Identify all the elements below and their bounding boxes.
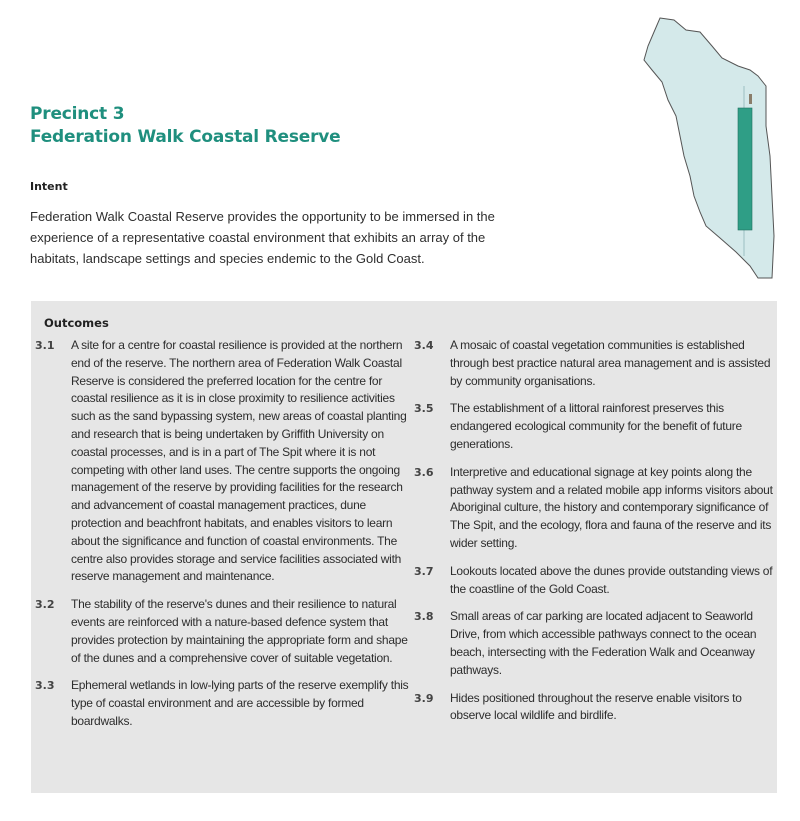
- outcome-number: 3.6: [414, 465, 434, 479]
- outcome-number: 3.8: [414, 610, 434, 624]
- outcome-item: [414, 563, 774, 599]
- outcome-number: 3.5: [414, 402, 434, 416]
- outcome-number: 3.1: [35, 339, 55, 352]
- outcomes-heading: Outcomes: [44, 316, 109, 330]
- outcomes-column-right: [414, 337, 774, 735]
- outcome-item: [414, 464, 774, 553]
- outcome-item: [31, 337, 411, 586]
- outcome-item: [414, 337, 774, 390]
- outcome-text: A mosaic of coastal vegetation communities is established through best practice natural area management and is assisted by community organisations.: [450, 338, 771, 388]
- outcome-item: [414, 400, 774, 453]
- map-icon: [640, 16, 790, 286]
- precinct-name: Federation Walk Coastal Reserve: [30, 127, 341, 147]
- outcome-item: [414, 608, 774, 679]
- precinct-number: Precinct 3: [30, 104, 125, 124]
- outcome-text: Interpretive and educational signage at key points along the pathway system and a related mobile app informs visitors about Aboriginal culture, the history and contemporary significance of The Spit, and the ecology, flora and fauna of the reserve and its wider setting.: [450, 464, 773, 550]
- outcome-text: Lookouts located above the dunes provide outstanding views of the coastline of the Gold Coast.: [450, 563, 773, 596]
- map-marker: [749, 94, 752, 104]
- outcome-number: 3.2: [35, 598, 55, 612]
- outcome-number: 3.9: [414, 691, 434, 705]
- intent-line: Federation Walk Coastal Reserve provides the opportunity to be immersed in the: [30, 209, 495, 224]
- outcome-text: The stability of the reserve's dunes and their resilience to natural events are reinforced with a nature-based defence system that provides protection by maintaining the appropriate form and shape of the dunes and a comprehensive cover of suitable vegetation.: [71, 597, 408, 665]
- intent-line: experience of a representative coastal environment that exhibits an array of the: [30, 230, 486, 245]
- outcome-number: 3.7: [414, 564, 434, 578]
- outcome-text: A site for a centre for coastal resilience is provided at the northern end of the reserve. The northern area of Federation Walk Coastal Reserve is considered the preferred location for the centre for coastal resilience as it is in close proximity to resilience activities such as the sand bypassing system, new areas of coastal planting and research that is being undertaken by Griffith University on coastal processes, and is in a part of The Spit where it is not competing with other land uses. The centre supports the ongoing management of the reserve by providing facilities for the research and advancement of coastal management practices, dune protection and beachfront habitats, and enables visitors to learn about the significance and function of coastal environments. The centre also provides storage and service facilities associated with reserve management and maintenance.: [71, 338, 407, 584]
- outcome-number: 3.4: [414, 339, 434, 352]
- precinct-location-map: [640, 16, 790, 286]
- map-land-outline: [644, 18, 774, 278]
- outcome-item: [414, 690, 774, 726]
- outcome-item: [31, 677, 411, 730]
- intent-heading: Intent: [30, 180, 68, 193]
- intent-paragraph: [30, 206, 530, 269]
- page-title: [30, 103, 340, 149]
- map-precinct-highlight: [738, 108, 752, 230]
- outcome-number: 3.3: [35, 679, 55, 693]
- outcomes-panel: [31, 301, 777, 793]
- outcome-text: The establishment of a littoral rainforest preserves this endangered ecological community for the benefit of future generations.: [450, 401, 742, 451]
- intent-line: habitats, landscape settings and species endemic to the Gold Coast.: [30, 251, 425, 266]
- outcome-text: Ephemeral wetlands in low-lying parts of the reserve exemplify this type of coastal environment and are accessible by formed boardwalks.: [71, 678, 409, 728]
- outcome-text: Hides positioned throughout the reserve enable visitors to observe local wildlife and birdlife.: [450, 690, 742, 723]
- outcomes-column-left: [31, 337, 411, 741]
- outcome-item: [31, 596, 411, 667]
- outcome-text: Small areas of car parking are located adjacent to Seaworld Drive, from which accessible pathways connect to the ocean beach, intersecting with the Federation Walk and Oceanway pathways.: [450, 609, 757, 677]
